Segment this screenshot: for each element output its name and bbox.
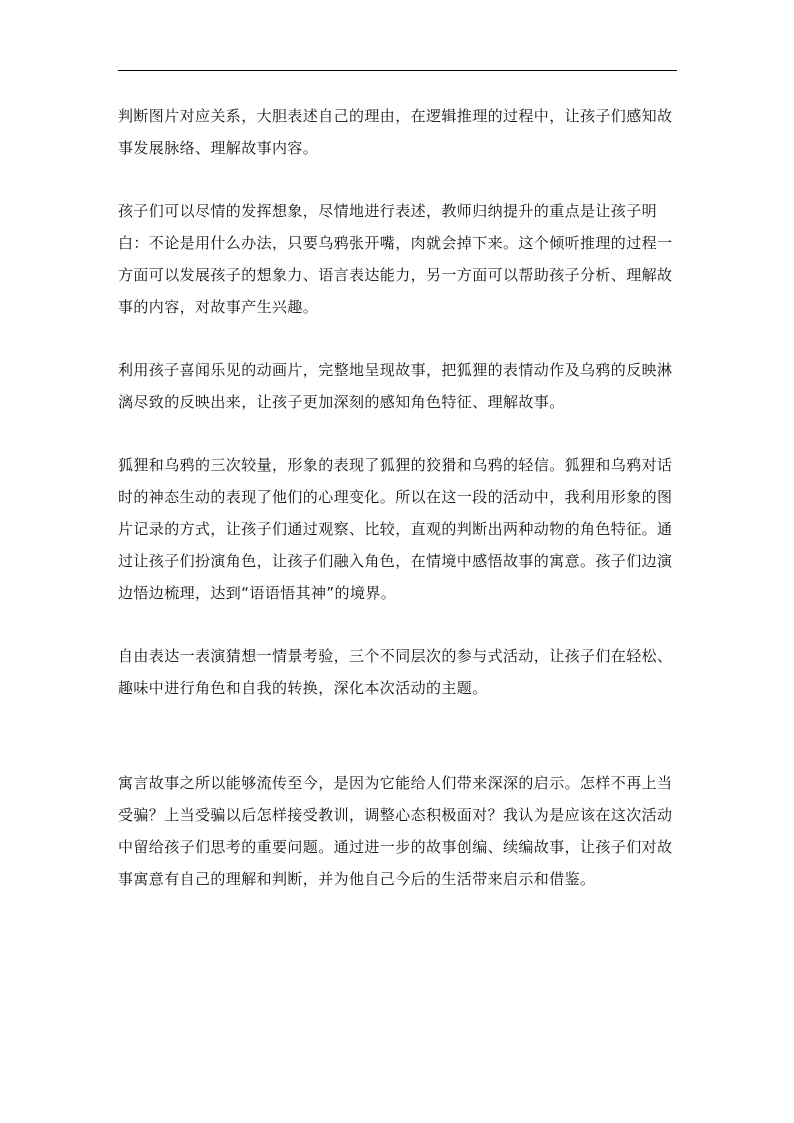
paragraph-3: 利用孩子喜闻乐见的动画片，完整地呈现故事，把狐狸的表情动作及乌鸦的反映淋漓尽致的反映出来，让孩子更加深刻的感知角色特征、理解故事。 (118, 361, 673, 411)
paragraph-2: 孩子们可以尽情的发挥想象，尽情地进行表述，教师归纳提升的重点是让孩子明白：不论是用什么办法，只要乌鸦张开嘴，肉就会掉下来。这个倾听推理的过程一方面可以发展孩子的想象力、语言表达能力，另一方面可以帮助孩子分析、理解故事的内容，对故事产生兴趣。 (118, 202, 673, 316)
paragraph-6: 寓言故事之所以能够流传至今，是因为它能给人们带来深深的启示。怎样不再上当受骗？上当受骗以后怎样接受教训，调整心态积极面对？我认为是应该在这次活动中留给孩子们思考的重要问题。通过进一步的故事创编、续编故事，让孩子们对故事寓意有自己的理解和判断，并为他自己今后的生活带来启示和借鉴。 (118, 774, 673, 888)
paragraph-5: 自由表达一表演猜想一情景考验，三个不同层次的参与式活动，让孩子们在轻松、趣味中进行角色和自我的转换，深化本次活动的主题。 (118, 647, 673, 697)
paragraph-4: 狐狸和乌鸦的三次较量，形象的表现了狐狸的狡猾和乌鸦的轻信。狐狸和乌鸦对话时的神态生动的表现了他们的心理变化。所以在这一段的活动中，我利用形象的图片记录的方式，让孩子们通过观察、比较，直观的判断出两种动物的角色特征。通过让孩子们扮演角色，让孩子们融入角色，在情境中感悟故事的寓意。孩子们边演边悟边梳理，达到“语语悟其神”的境界。 (118, 456, 673, 602)
document-content (118, 100, 680, 895)
paragraph-1: 判断图片对应关系，大胆表述自己的理由，在逻辑推理的过程中，让孩子们感知故事发展脉络、理解故事内容。 (118, 107, 673, 157)
header-rule (118, 70, 677, 71)
